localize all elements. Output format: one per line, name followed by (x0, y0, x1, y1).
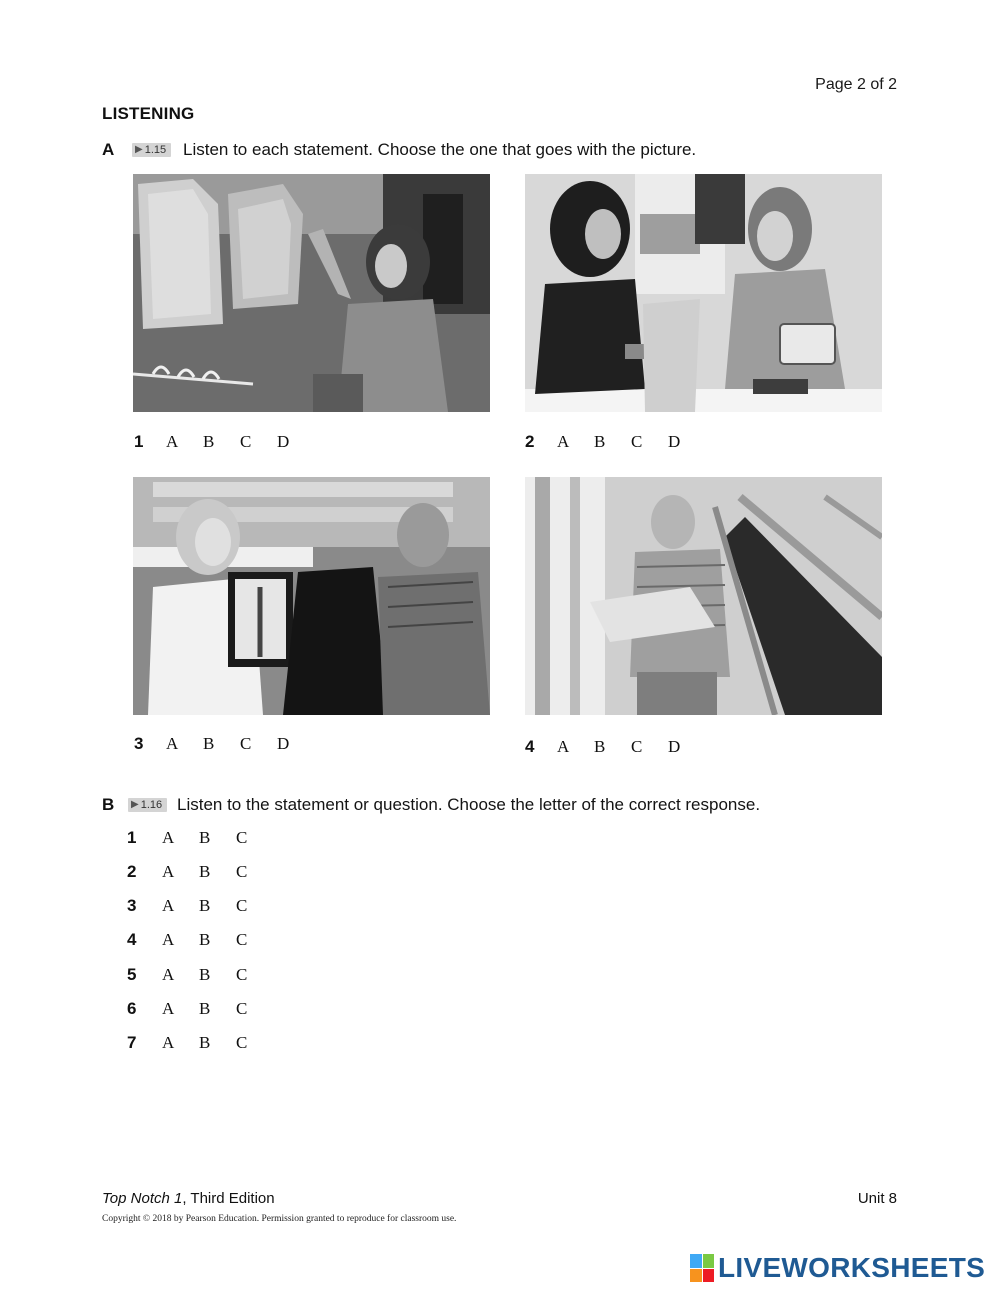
option-a[interactable]: A (557, 737, 570, 756)
option-a[interactable]: A (162, 1033, 175, 1052)
play-icon: ▶ (131, 799, 139, 810)
option-c[interactable]: C (236, 930, 248, 949)
option-a[interactable]: A (162, 862, 175, 881)
part-a-item-4 (525, 737, 705, 757)
item-number: 3 (127, 896, 137, 915)
option-c[interactable]: C (631, 432, 643, 451)
option-d[interactable]: D (668, 737, 681, 756)
option-b[interactable]: B (594, 432, 606, 451)
part-a-item-3 (134, 734, 314, 754)
part-b-instruction: Listen to the statement or question. Choose the letter of the correct response. (177, 795, 761, 814)
option-a[interactable]: A (166, 432, 179, 451)
shopper-denim-jackets-photo (133, 174, 490, 412)
book-edition: , Third Edition (182, 1190, 275, 1207)
liveworksheets-logo[interactable] (690, 1253, 985, 1283)
play-icon: ▶ (135, 144, 143, 155)
clerk-showing-shirt-tie-photo (133, 477, 490, 715)
section-title: LISTENING (102, 104, 195, 123)
item-number: 4 (127, 930, 137, 949)
item-number: 4 (525, 737, 535, 756)
part-a-audio-badge[interactable] (132, 143, 171, 157)
option-a[interactable]: A (162, 999, 175, 1018)
option-c[interactable]: C (236, 965, 248, 984)
item-number: 2 (525, 432, 535, 451)
option-a[interactable]: A (162, 965, 175, 984)
item-number: 1 (127, 828, 137, 847)
man-on-escalator-newspaper-photo (525, 477, 882, 715)
option-a[interactable]: A (162, 828, 175, 847)
part-b-item-1 (127, 828, 273, 848)
part-b-audio-badge[interactable] (128, 798, 167, 812)
option-a[interactable]: A (162, 930, 175, 949)
copyright-notice: Copyright © 2018 by Pearson Education. Permission granted to reproduce for classroom use. (102, 1214, 457, 1224)
audio-track-number: 1.16 (140, 799, 163, 811)
option-c[interactable]: C (236, 896, 248, 915)
footer-book-title (102, 1190, 275, 1207)
liveworksheets-mark-icon (690, 1254, 714, 1282)
item-number: 7 (127, 1033, 137, 1052)
part-a-item-2 (525, 432, 705, 452)
audio-track-number: 1.15 (144, 144, 167, 156)
option-c[interactable]: C (240, 734, 252, 753)
option-c[interactable]: C (240, 432, 252, 451)
option-c[interactable]: C (236, 1033, 248, 1052)
page-number: Page 2 of 2 (815, 76, 897, 93)
customer-paying-credit-card-photo (525, 174, 882, 412)
option-c[interactable]: C (236, 828, 248, 847)
part-b-item-5 (127, 965, 273, 985)
part-b-item-6 (127, 999, 273, 1019)
item-number: 3 (134, 734, 144, 753)
option-c[interactable]: C (236, 862, 248, 881)
option-b[interactable]: B (199, 896, 211, 915)
option-b[interactable]: B (203, 734, 215, 753)
item-number: 6 (127, 999, 137, 1018)
option-c[interactable]: C (631, 737, 643, 756)
option-b[interactable]: B (594, 737, 606, 756)
option-b[interactable]: B (199, 930, 211, 949)
part-b-item-3 (127, 896, 273, 916)
option-a[interactable]: A (166, 734, 179, 753)
part-b-item-7 (127, 1033, 273, 1053)
option-b[interactable]: B (199, 999, 211, 1018)
item-number: 1 (134, 432, 144, 451)
part-a-letter: A (102, 140, 115, 159)
option-b[interactable]: B (199, 965, 211, 984)
option-d[interactable]: D (277, 432, 290, 451)
option-b[interactable]: B (199, 1033, 211, 1052)
option-b[interactable]: B (199, 828, 211, 847)
item-number: 2 (127, 862, 137, 881)
option-c[interactable]: C (236, 999, 248, 1018)
option-d[interactable]: D (277, 734, 290, 753)
option-a[interactable]: A (162, 896, 175, 915)
option-a[interactable]: A (557, 432, 570, 451)
part-b-item-4 (127, 930, 273, 950)
part-b-letter: B (102, 795, 115, 814)
part-a-instruction: Listen to each statement. Choose the one that goes with the picture. (183, 140, 697, 159)
option-b[interactable]: B (203, 432, 215, 451)
option-d[interactable]: D (668, 432, 681, 451)
item-number: 5 (127, 965, 137, 984)
option-b[interactable]: B (199, 862, 211, 881)
book-title: Top Notch 1 (102, 1190, 183, 1207)
brand-name: LIVEWORKSHEETS (718, 1252, 986, 1283)
footer-unit: Unit 8 (857, 1190, 897, 1207)
part-a-item-1 (134, 432, 314, 452)
part-b-item-2 (127, 862, 273, 882)
